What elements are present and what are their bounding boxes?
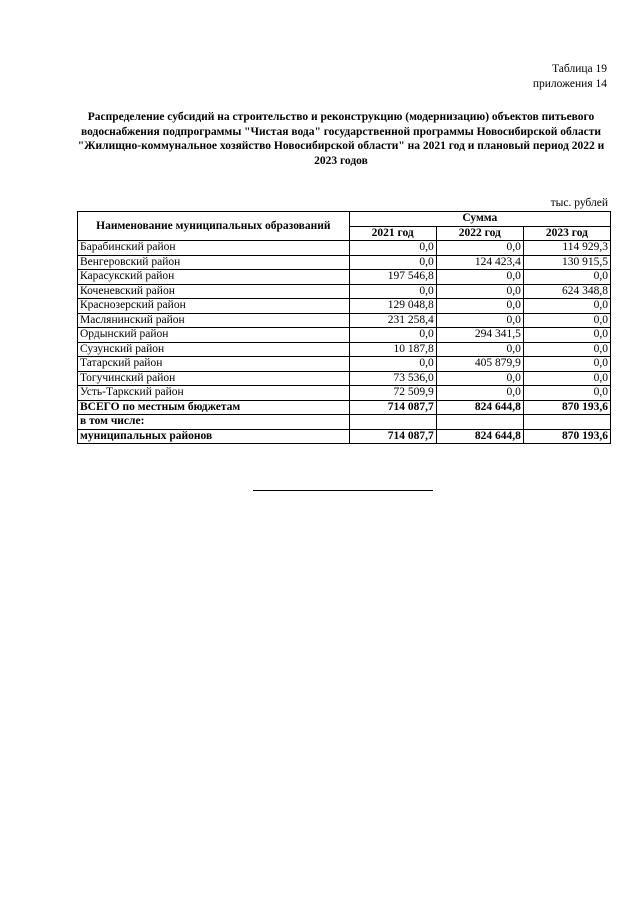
row-name: Ордынский район — [78, 328, 350, 343]
end-divider — [253, 490, 433, 491]
cell-2023: 0,0 — [523, 371, 610, 386]
total-row — [78, 400, 611, 415]
cell-2023: 0,0 — [523, 328, 610, 343]
municipal-2023: 870 193,6 — [523, 429, 610, 444]
table-row — [78, 255, 611, 270]
cell-2023: 624 348,8 — [523, 284, 610, 299]
column-header-2023: 2023 год — [523, 226, 610, 241]
empty-cell — [436, 415, 523, 430]
cell-2021: 0,0 — [349, 255, 436, 270]
total-label: ВСЕГО по местным бюджетам — [78, 400, 350, 415]
table-number: Таблица 19 — [552, 63, 607, 75]
cell-2022: 0,0 — [436, 386, 523, 401]
table-row — [78, 241, 611, 256]
cell-2022: 124 423,4 — [436, 255, 523, 270]
column-header-2021: 2021 год — [349, 226, 436, 241]
cell-2021: 0,0 — [349, 328, 436, 343]
cell-2023: 0,0 — [523, 357, 610, 372]
cell-2022: 0,0 — [436, 371, 523, 386]
total-2021: 714 087,7 — [349, 400, 436, 415]
column-header-name: Наименование муниципальных образований — [78, 212, 350, 241]
cell-2021: 73 536,0 — [349, 371, 436, 386]
cell-2022: 294 341,5 — [436, 328, 523, 343]
including-row — [78, 415, 611, 430]
table-row — [78, 284, 611, 299]
subsidy-table — [77, 211, 611, 444]
cell-2021: 10 187,8 — [349, 342, 436, 357]
cell-2023: 0,0 — [523, 299, 610, 314]
empty-cell — [349, 415, 436, 430]
cell-2022: 405 879,9 — [436, 357, 523, 372]
table-row — [78, 299, 611, 314]
column-header-sum: Сумма — [349, 212, 610, 227]
table-row — [78, 313, 611, 328]
table-row — [78, 342, 611, 357]
row-name: Усть-Таркский район — [78, 386, 350, 401]
cell-2023: 0,0 — [523, 313, 610, 328]
cell-2022: 0,0 — [436, 342, 523, 357]
row-name: Барабинский район — [78, 241, 350, 256]
municipal-row — [78, 429, 611, 444]
cell-2022: 0,0 — [436, 241, 523, 256]
municipal-2021: 714 087,7 — [349, 429, 436, 444]
units-label: тыс. рублей — [550, 197, 608, 209]
row-name: Тогучинский район — [78, 371, 350, 386]
cell-2023: 114 929,3 — [523, 241, 610, 256]
table-row — [78, 386, 611, 401]
row-name: Татарский район — [78, 357, 350, 372]
cell-2023: 0,0 — [523, 386, 610, 401]
cell-2023: 0,0 — [523, 342, 610, 357]
cell-2021: 0,0 — [349, 357, 436, 372]
cell-2021: 0,0 — [349, 241, 436, 256]
table-row — [78, 328, 611, 343]
table-row — [78, 357, 611, 372]
cell-2021: 197 546,8 — [349, 270, 436, 285]
cell-2023: 130 915,5 — [523, 255, 610, 270]
cell-2022: 0,0 — [436, 270, 523, 285]
row-name: Краснозерский район — [78, 299, 350, 314]
cell-2021: 72 509,9 — [349, 386, 436, 401]
cell-2021: 231 258,4 — [349, 313, 436, 328]
appendix-number: приложения 14 — [532, 78, 607, 90]
table-row — [78, 371, 611, 386]
row-name: Сузунский район — [78, 342, 350, 357]
municipal-label: муниципальных районов — [78, 429, 350, 444]
row-name: Коченевский район — [78, 284, 350, 299]
cell-2021: 129 048,8 — [349, 299, 436, 314]
row-name: Карасукский район — [78, 270, 350, 285]
cell-2022: 0,0 — [436, 313, 523, 328]
row-name: Маслянинский район — [78, 313, 350, 328]
header-row — [78, 212, 611, 227]
table-reference — [533, 62, 607, 92]
cell-2023: 0,0 — [523, 270, 610, 285]
total-2022: 824 644,8 — [436, 400, 523, 415]
row-name: Венгеровский район — [78, 255, 350, 270]
cell-2021: 0,0 — [349, 284, 436, 299]
column-header-2022: 2022 год — [436, 226, 523, 241]
municipal-2022: 824 644,8 — [436, 429, 523, 444]
table-row — [78, 270, 611, 285]
including-label: в том числе: — [78, 415, 350, 430]
empty-cell — [523, 415, 610, 430]
total-2023: 870 193,6 — [523, 400, 610, 415]
cell-2022: 0,0 — [436, 284, 523, 299]
cell-2022: 0,0 — [436, 299, 523, 314]
document-title: Распределение субсидий на строительство и реконструкцию (модернизацию) объектов питьевого водоснабжения подпрограммы "Чистая вода" государственной программы Новосибирской области "Жилищно-коммунальное хозяйство Новосибирской области" на 2021 год и плановый период 2022 и 2023 годов — [77, 111, 605, 167]
